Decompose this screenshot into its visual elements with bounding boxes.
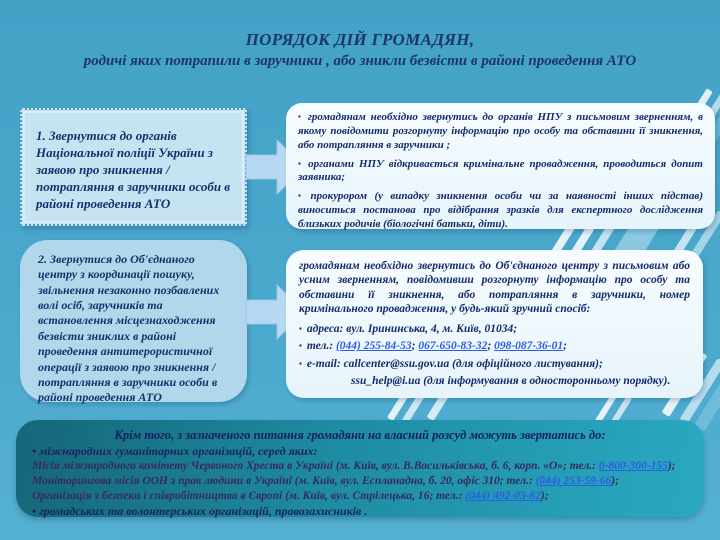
step2-intro: громадянам необхідно звернутись до Об'єднаного центру з письмовим або усним зверненням, повідомивши розгорнуту інформацію про особу та обставини її зникнення, або потрапляння в заручники, номер кримінального провадження, у будь-який зручний спосіб: <box>299 260 690 316</box>
bullet-text: прокурором (у випадку зникнення особи чи за наявності інших підстав) виноситься постанова про відібрання зразків для експертного дослідження близьких родичів (біологічні батьки, діти). <box>298 190 703 231</box>
address-line <box>299 322 690 336</box>
email-official: callcenter@ssu.gov.ua <box>343 357 450 370</box>
email-info-note: (для інформування в односторонньому порядку). <box>420 375 671 388</box>
email-line <box>299 357 690 371</box>
phone-link[interactable]: 098-087-36-01 <box>494 340 564 353</box>
email-info: ssu_help@i.ua <box>351 375 421 388</box>
org-phone-link[interactable]: (044) 253-59-66 <box>535 475 612 488</box>
bullet-marker: ▪ <box>299 358 302 368</box>
bullet-text: громадянам необхідно звернутись до органів НПУ з письмовим зверненням, в якому повідомити розгорнуту інформацію про особу та обставини її зникнення, або потрапляння в заручники ; <box>298 111 703 151</box>
bullet-marker: ▪ <box>298 191 306 201</box>
phone-line <box>299 339 690 353</box>
bullet-marker: ▪ <box>298 158 304 168</box>
org-text: Місія міжнародного комітету Червоного Хреста в Україні (м. Київ, вул. В.Васильківська, б. 6, корп. «О»; тел.: <box>32 460 599 473</box>
address-text: адреса: вул. Ірининська, 4, м. Київ, 01034; <box>306 322 518 335</box>
phone-label: тел.: <box>306 340 336 353</box>
page-title <box>0 30 720 70</box>
org-line <box>32 489 688 504</box>
org-tail: ); <box>540 489 549 502</box>
org-phone-link[interactable]: (044) 492-03-82 <box>465 489 541 502</box>
footer-bullet1: • міжнародних гуманітарних організацій, серед яких: <box>32 444 318 458</box>
bullet-item <box>298 190 703 232</box>
step1-box-text: 1. Звернутися до органів Національної поліції України з заявою про зникнення / потрапляння в заручники особи в районі проведення АТО <box>36 128 231 211</box>
org-line <box>32 459 688 474</box>
email-label: e-mail: <box>306 357 344 370</box>
org-tail: ); <box>611 475 619 488</box>
email-official-note: (для офіційного листування); <box>449 357 603 370</box>
org-text: Організація з безпеки і співробітництва в Європі (м. Київ, вул. Стрілецька, 16; тел.: <box>32 489 466 502</box>
bullet-marker: ▪ <box>299 341 302 351</box>
separator: ; <box>411 340 419 353</box>
page-title-line1: ПОРЯДОК ДІЙ ГРОМАДЯН, <box>245 30 475 49</box>
bullet-text: органами НПУ відкривається кримінальне провадження, проводиться допит заявника; <box>298 157 703 184</box>
org-text: Моніторингова місія ООН з прав людини в Україні (м. Київ, вул. Еспланадна, б. 20, офіс 310; тел.: <box>32 475 536 488</box>
separator: ; <box>563 340 567 353</box>
step2-box <box>20 240 247 405</box>
step1-details-panel <box>286 103 715 229</box>
org-tail: ); <box>667 460 676 473</box>
bullet-item <box>298 111 703 153</box>
step2-details-panel <box>286 250 703 398</box>
footer-heading: Крім того, з зазначеного питання громадяни на власний розсуд можуть звертатись до: <box>114 428 606 442</box>
org-phone-link[interactable]: 0-800-300-155 <box>598 460 668 473</box>
footer-bullet2: • громадських та волонтерських організацій, правозахисників . <box>32 503 368 518</box>
email-info-line <box>299 374 690 388</box>
org-line <box>32 474 688 489</box>
step2-box-text: 2. Звернутися до Об'єднаного центру з координації пошуку, звільнення незаконно позбавлених волі осіб, заручників та встановлення місцезнаходження безвісти зниклих в районі проведення антитерористичної операції з заявою про зникнення /потрапляння в заручники особи в районі проведення АТО <box>38 252 220 405</box>
phone-link[interactable]: (044) 255-84-53 <box>335 340 412 353</box>
step1-box <box>20 108 247 226</box>
separator: ; <box>487 340 495 353</box>
phone-link[interactable]: 067-650-83-32 <box>418 340 488 353</box>
bullet-marker: ▪ <box>299 323 302 333</box>
bullet-item <box>298 158 703 186</box>
page-title-line2: родичі яких потрапили в заручники , або зникли безвісти в районі проведення АТО <box>83 53 637 69</box>
bullet-marker: ▪ <box>298 112 303 121</box>
footer-banner <box>16 420 704 517</box>
